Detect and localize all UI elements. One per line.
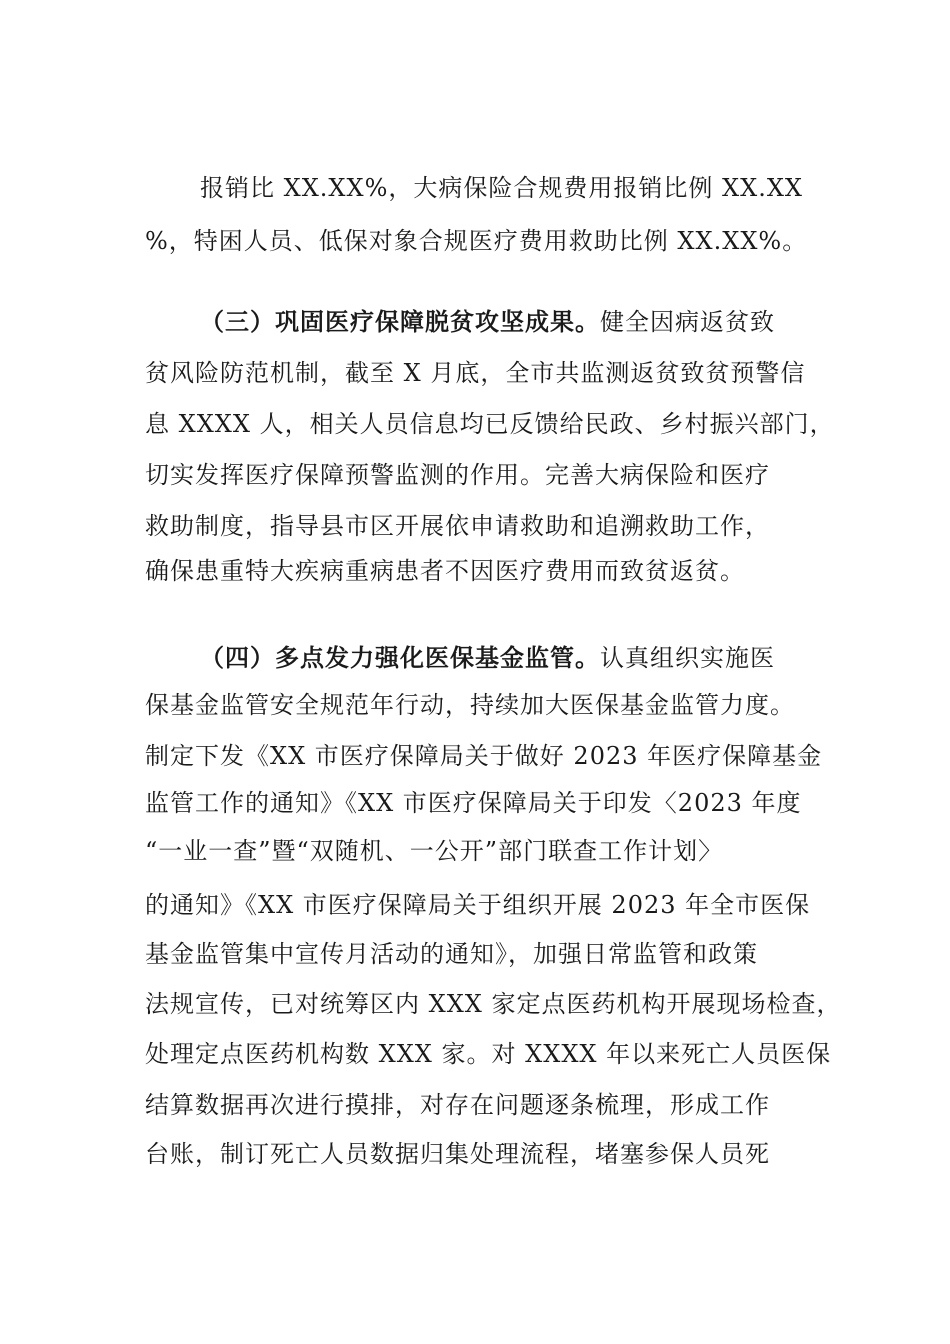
section-4-first-line — [200, 642, 775, 674]
paragraph-line: 监管工作的通知》《XX 市医疗保障局关于印发〈2023 年度 — [145, 789, 802, 817]
paragraph-line: %，特困人员、低保对象合规医疗费用救助比例 XX.XX%。 — [145, 227, 808, 255]
paragraph-line: 处理定点医药机构数 XXX 家。对 XXXX 年以来死亡人员医保 — [145, 1040, 832, 1068]
paragraph-line: 制定下发《XX 市医疗保障局关于做好 2023 年医疗保障基金 — [145, 742, 823, 770]
paragraph-line: 报销比 XX.XX%，大病保险合规费用报销比例 XX.XX — [200, 174, 804, 202]
section-3-line-rest: 健全因病返贫致 — [600, 308, 775, 336]
paragraph-line: “一业一查”暨“双随机、一公开”部门联查工作计划〉 — [145, 837, 724, 865]
section-4-line-rest: 认真组织实施医 — [600, 644, 775, 672]
paragraph-line: 结算数据再次进行摸排，对存在问题逐条梳理，形成工作 — [145, 1091, 770, 1119]
paragraph-line: 确保患重特大疾病重病患者不因医疗费用而致贫返贫。 — [145, 557, 745, 585]
paragraph-line: 法规宣传，已对统筹区内 XXX 家定点医药机构开展现场检查， — [145, 990, 842, 1018]
paragraph-line: 保基金监管安全规范年行动，持续加大医保基金监管力度。 — [145, 691, 795, 719]
paragraph-line: 息 XXXX 人，相关人员信息均已反馈给民政、乡村振兴部门， — [145, 410, 835, 438]
paragraph-line: 救助制度，指导县市区开展依申请救助和追溯救助工作， — [145, 512, 770, 540]
section-3-heading: （三）巩固医疗保障脱贫攻坚成果。 — [200, 307, 600, 336]
section-4-heading: （四）多点发力强化医保基金监管。 — [200, 643, 600, 672]
paragraph-line: 基金监管集中宣传月活动的通知》，加强日常监管和政策 — [145, 940, 758, 968]
paragraph-line: 贫风险防范机制，截至 X 月底，全市共监测返贫致贫预警信 — [145, 359, 806, 387]
section-3-first-line — [200, 306, 775, 338]
paragraph-line: 切实发挥医疗保障预警监测的作用。完善大病保险和医疗 — [145, 461, 770, 489]
paragraph-line: 的通知》《XX 市医疗保障局关于组织开展 2023 年全市医保 — [145, 891, 811, 919]
paragraph-line: 台账，制订死亡人员数据归集处理流程，堵塞参保人员死 — [145, 1140, 770, 1168]
